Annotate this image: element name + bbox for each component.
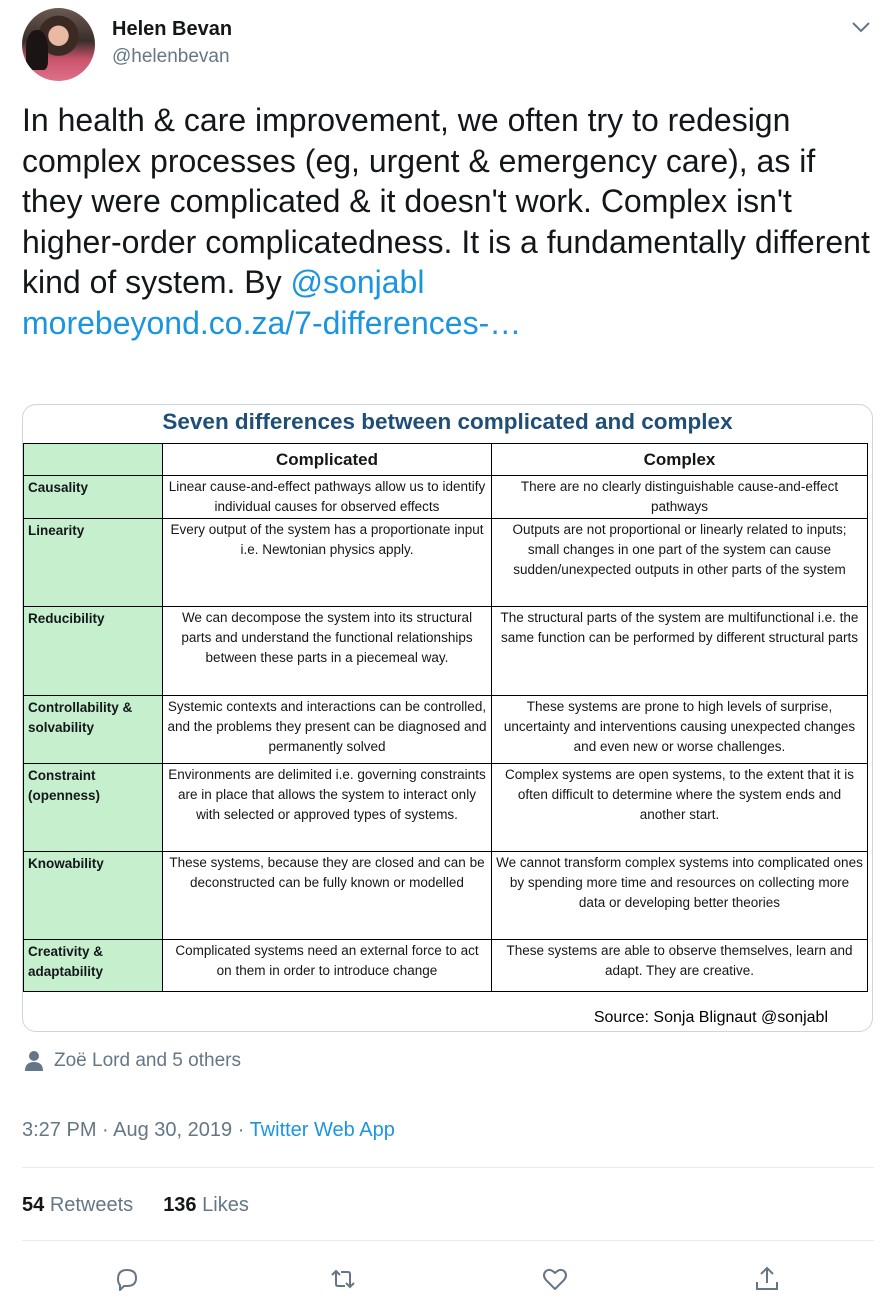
table-row (24, 607, 868, 696)
complex-cell: Complex systems are open systems, to the extent that it is often difficult to determine where the system ends and another start. (492, 764, 868, 852)
table-row (24, 940, 868, 992)
complicated-cell: Systemic contexts and interactions can be controlled, and the problems they present can be diagnosed and permanently solved (163, 696, 492, 764)
tweet-timestamp (22, 1119, 395, 1142)
row-label: Causality (24, 476, 163, 519)
time-text: 3:27 PM · Aug 30, 2019 · (22, 1119, 250, 1141)
likes-count: 136 (163, 1194, 197, 1216)
complicated-cell: Environments are delimited i.e. governing constraints are in place that allows the system to interact only with selected or approved types of systems. (163, 764, 492, 852)
reply-icon[interactable] (112, 1264, 142, 1294)
image-title: Seven differences between complicated and complex (162, 409, 733, 434)
likers-text[interactable]: Zoë Lord and 5 others (54, 1050, 241, 1071)
column-header: Complicated (163, 444, 492, 476)
complicated-cell: Every output of the system has a proportionate input i.e. Newtonian physics apply. (163, 519, 492, 607)
row-label: Controllability & solvability (24, 696, 163, 764)
complex-cell: These systems are prone to high levels of surprise, uncertainty and interventions causing unexpected changes and even new or worse challenges. (492, 696, 868, 764)
complicated-cell: Linear cause-and-effect pathways allow us to identify individual causes for observed effects (163, 476, 492, 519)
source-app-link[interactable]: Twitter Web App (249, 1119, 395, 1141)
complicated-cell: Complicated systems need an external force to act on them in order to introduce change (163, 940, 492, 992)
table-header-row (24, 444, 868, 476)
complex-cell: We cannot transform complex systems into complicated ones by spending more time and resources on collecting more data or developing better theories (492, 852, 868, 940)
complicated-cell: We can decompose the system into its structural parts and understand the functional relationships between these parts in a piecemeal way. (163, 607, 492, 696)
chevron-down-icon[interactable] (848, 16, 874, 38)
likes-label: Likes (202, 1194, 249, 1216)
row-label: Creativity & adaptability (24, 940, 163, 992)
row-label: Reducibility (24, 607, 163, 696)
complex-cell: Outputs are not proportional or linearly related to inputs; small changes in one part of the system can cause sudden/unexpected outputs in other parts of the system (492, 519, 868, 607)
url-link[interactable]: morebeyond.co.za/7-differences-… (22, 304, 522, 341)
table-row (24, 696, 868, 764)
likers-row[interactable] (24, 1050, 241, 1072)
row-label: Linearity (24, 519, 163, 607)
share-icon[interactable] (752, 1264, 782, 1294)
complex-cell: There are no clearly distinguishable cause-and-effect pathways (492, 476, 868, 519)
table-row (24, 519, 868, 607)
author-handle[interactable]: @helenbevan (112, 46, 230, 67)
mention-link[interactable]: @sonjabl (290, 264, 425, 300)
row-label: Constraint (openness) (24, 764, 163, 852)
retweets-stat[interactable] (22, 1194, 133, 1217)
tweet-text (22, 100, 872, 343)
likes-stat[interactable] (163, 1194, 249, 1217)
tweet-stats (22, 1194, 249, 1217)
tweet-image[interactable] (22, 404, 873, 1032)
row-label: Knowability (24, 852, 163, 940)
person-icon (24, 1050, 44, 1072)
image-source: Source: Sonja Blignaut @sonjabl (593, 1009, 828, 1026)
complex-cell: These systems are able to observe themselves, learn and adapt. They are creative. (492, 940, 868, 992)
complex-cell: The structural parts of the system are multifunctional i.e. the same function can be performed by different structural parts (492, 607, 868, 696)
divider (22, 1240, 874, 1241)
table-row (24, 852, 868, 940)
column-header: Complex (492, 444, 868, 476)
comparison-table (23, 443, 868, 992)
author-name[interactable]: Helen Bevan (112, 18, 233, 40)
author-avatar[interactable] (22, 8, 95, 81)
like-icon[interactable] (540, 1264, 570, 1294)
table-corner (24, 444, 163, 476)
retweet-icon[interactable] (328, 1264, 358, 1294)
tweet-body: In health & care improvement, we often try to redesign complex processes (eg, urgent & emergency care), as if they were complicated & it doesn't work. Complex isn't higher-order complicatedness. It is a fundamentally different kind of system. By (22, 102, 870, 300)
complicated-cell: These systems, because they are closed and can be deconstructed can be fully known or modelled (163, 852, 492, 940)
retweets-count: 54 (22, 1194, 45, 1216)
action-bar (0, 1264, 890, 1294)
table-row (24, 764, 868, 852)
retweets-label: Retweets (49, 1194, 134, 1216)
divider (22, 1167, 874, 1168)
table-row (24, 476, 868, 519)
